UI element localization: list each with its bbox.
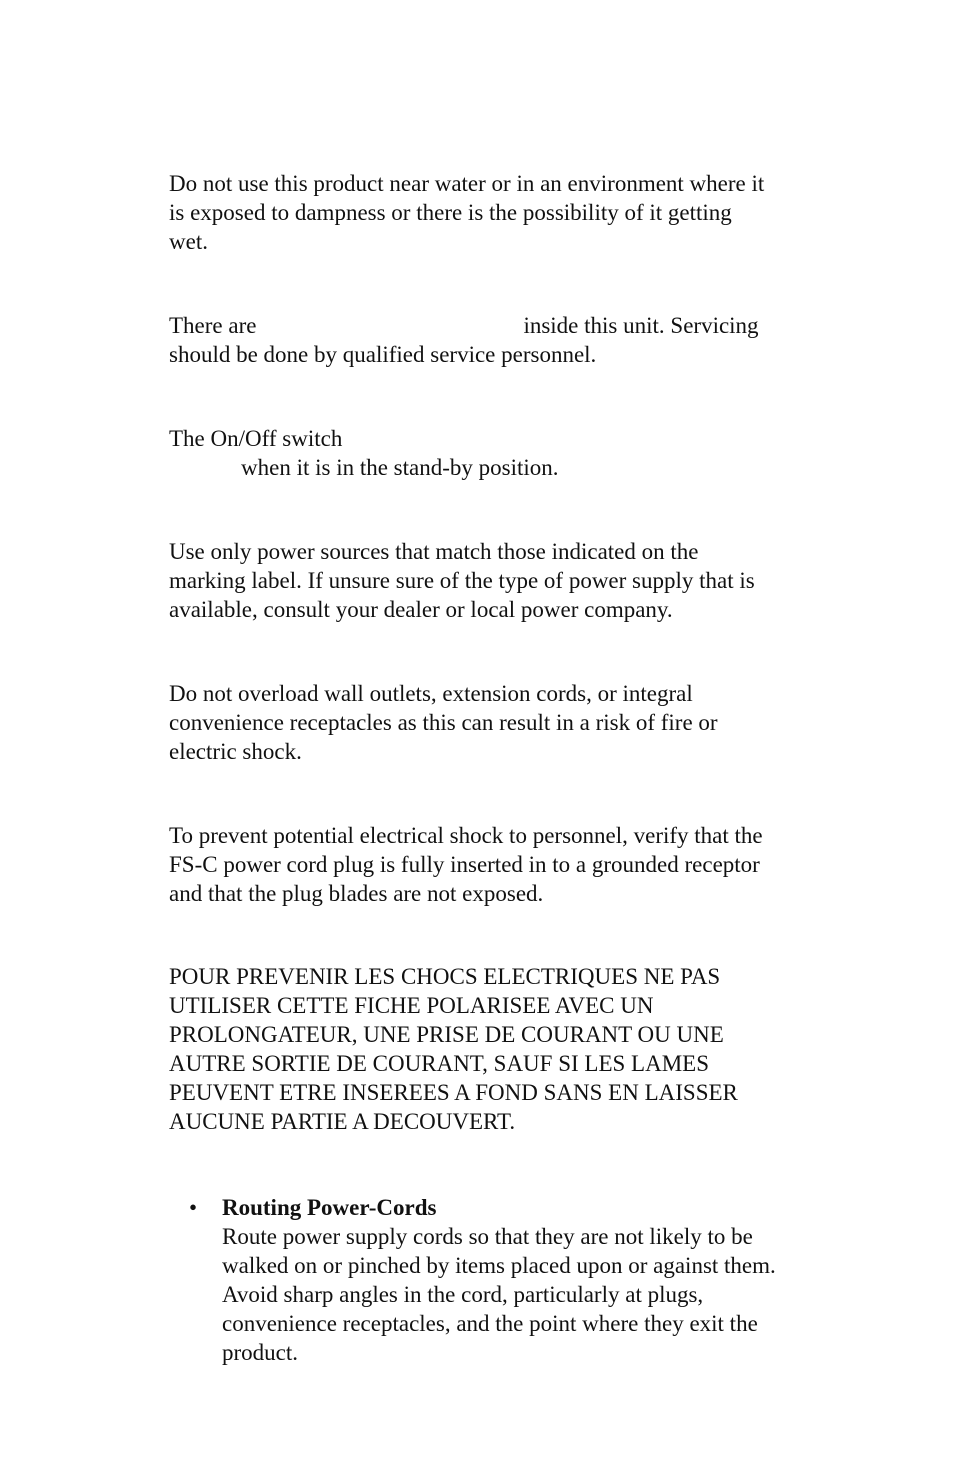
power-sources-paragraph <box>169 537 869 624</box>
plug-warning-line: and that the plug blades are not exposed. <box>169 881 544 906</box>
french-warning-paragraph <box>169 962 869 1136</box>
french-warning-line: UTILISER CETTE FICHE POLARISEE AVEC UN <box>169 993 654 1018</box>
bullet-line: Route power supply cords so that they are not likely to be <box>222 1224 753 1249</box>
switch-warning-line: when it is in the stand-by position. <box>241 455 559 480</box>
overload-warning-paragraph <box>169 679 869 766</box>
water-warning-paragraph <box>169 169 869 256</box>
water-warning-line: wet. <box>169 229 208 254</box>
french-warning-line: AUCUNE PARTIE A DECOUVERT. <box>169 1109 516 1134</box>
service-warning-line: should be done by qualified service personnel. <box>169 342 597 367</box>
overload-warning-line: convenience receptacles as this can result in a risk of fire or <box>169 710 718 735</box>
bullet-body <box>222 1193 882 1367</box>
power-sources-line: marking label. If unsure sure of the type of power supply that is <box>169 568 755 593</box>
french-warning-line: POUR PREVENIR LES CHOCS ELECTRIQUES NE PAS <box>169 964 721 989</box>
bullet-line: walked on or pinched by items placed upon or against them. <box>222 1253 776 1278</box>
french-warning-line: PEUVENT ETRE INSEREES A FOND SANS EN LAISSER <box>169 1080 738 1105</box>
service-warning-line <box>169 311 869 340</box>
french-warning-line: AUTRE SORTIE DE COURANT, SAUF SI LES LAMES <box>169 1051 709 1076</box>
plug-warning-paragraph <box>169 821 869 908</box>
service-line-end: inside this unit. Servicing <box>523 313 759 338</box>
bullet-title: Routing Power-Cords <box>222 1195 437 1220</box>
plug-warning-line: To prevent potential electrical shock to personnel, verify that the <box>169 823 763 848</box>
bullet-symbol: • <box>189 1195 198 1220</box>
water-warning-line: Do not use this product near water or in an environment where it <box>169 171 765 196</box>
service-warning-paragraph <box>169 311 869 369</box>
bullet-line: Avoid sharp angles in the cord, particularly at plugs, <box>222 1282 704 1307</box>
french-warning-line: PROLONGATEUR, UNE PRISE DE COURANT OU UNE <box>169 1022 724 1047</box>
switch-warning-paragraph <box>169 424 869 482</box>
power-sources-line: Use only power sources that match those indicated on the <box>169 539 699 564</box>
bullet-line: convenience receptacles, and the point where they exit the <box>222 1311 758 1336</box>
overload-warning-line: electric shock. <box>169 739 302 764</box>
water-warning-line: is exposed to dampness or there is the possibility of it getting <box>169 200 732 225</box>
service-line-start: There are <box>169 313 257 338</box>
overload-warning-line: Do not overload wall outlets, extension cords, or integral <box>169 681 693 706</box>
switch-warning-line: The On/Off switch <box>169 426 343 451</box>
plug-warning-line: FS-C power cord plug is fully inserted in to a grounded receptor <box>169 852 760 877</box>
bullet-line: product. <box>222 1340 299 1365</box>
power-sources-line: available, consult your dealer or local power company. <box>169 597 673 622</box>
